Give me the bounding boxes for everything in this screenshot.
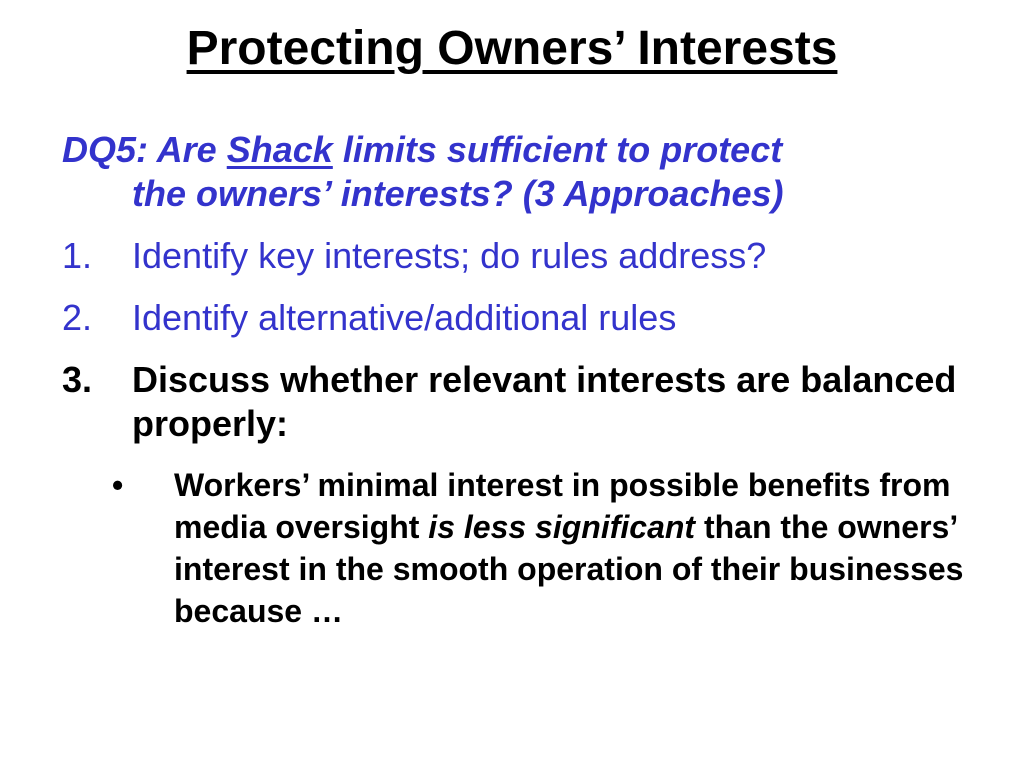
approach-item-2: [62, 296, 992, 340]
discussion-question: [62, 128, 992, 216]
question-prefix: DQ5: Are: [62, 129, 217, 170]
approach-text: Discuss whether relevant interests are balanced properly:: [132, 359, 957, 444]
approach-text: Identify alternative/additional rules: [132, 297, 677, 338]
approach-item-3: [62, 358, 992, 446]
bullet-icon: •: [112, 467, 124, 503]
slide-title: Protecting Owners’ Interests: [186, 22, 838, 75]
sub-bullet-part1: Workers’ minimal interest in possible benefits from media oversight: [174, 467, 951, 545]
question-underlined-term: Shack: [226, 129, 333, 170]
question-line2: the owners’ interests? (3 Approaches): [132, 173, 784, 214]
approach-text: Identify key interests; do rules address?: [132, 235, 767, 276]
approach-number: 1.: [62, 235, 93, 276]
sub-bullet-emphasis: is less significant: [428, 509, 696, 545]
approach-number: 3.: [62, 359, 93, 400]
sub-bullet-text: [112, 464, 992, 632]
question-line1-rest: limits sufficient to protect: [342, 129, 783, 170]
sub-bullet: [112, 464, 992, 632]
approach-item-1: [62, 234, 992, 278]
approach-number: 2.: [62, 297, 93, 338]
sub-bullet-part2: than the owners’ interest in the smooth operation of their businesses because …: [174, 509, 964, 629]
